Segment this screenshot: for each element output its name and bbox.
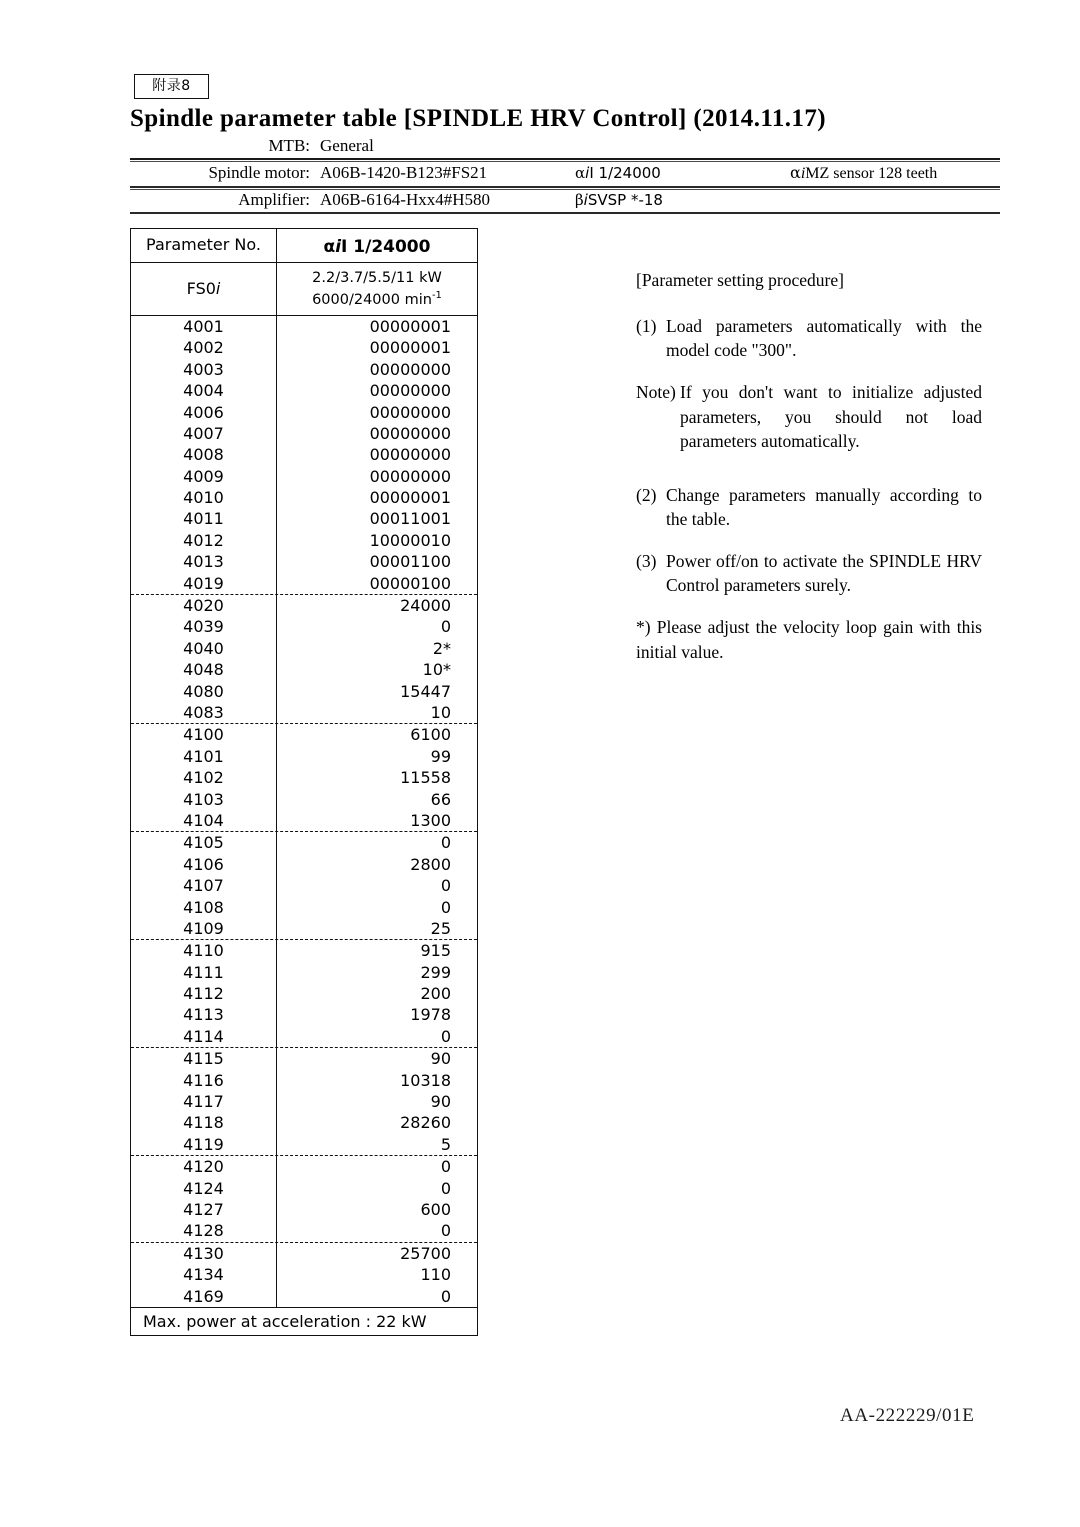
- table-row: [131, 983, 477, 1004]
- parameter-value: 0: [440, 617, 451, 637]
- table-row: [131, 854, 477, 875]
- table-header-row: [131, 229, 477, 263]
- column-header-parameter-no: Parameter No.: [131, 229, 277, 262]
- parameter-value: 5: [440, 1134, 451, 1154]
- parameter-number: 4104: [131, 810, 277, 831]
- parameter-number: 4120: [131, 1156, 277, 1177]
- spindle-motor-row: [130, 163, 1000, 183]
- table-row: [131, 1070, 477, 1091]
- procedure-item-text: Load parameters automatically with the model code "300".: [666, 316, 982, 361]
- parameter-number: 4105: [131, 832, 277, 853]
- table-row: [131, 616, 477, 637]
- table-row: [131, 380, 477, 401]
- table-footnote: Max. power at acceleration : 22 kW: [131, 1307, 477, 1335]
- parameter-number: 4108: [131, 897, 277, 918]
- parameter-setting-procedure: [636, 268, 982, 682]
- parameter-value: 90: [430, 1092, 451, 1112]
- spindle-motor-type-rest: I 1/24000: [589, 164, 661, 182]
- beta-glyph: β: [575, 191, 584, 209]
- table-row: [131, 659, 477, 680]
- table-row: [131, 1004, 477, 1025]
- parameter-number: 4013: [131, 551, 277, 572]
- parameter-number: 4080: [131, 681, 277, 702]
- procedure-spacer: [636, 471, 982, 483]
- procedure-item: [636, 549, 982, 597]
- parameter-number: 4003: [131, 359, 277, 380]
- rating-power: 2.2/3.7/5.5/11 kW: [312, 270, 442, 286]
- parameter-value: 600: [420, 1199, 451, 1219]
- mtb-value: General: [320, 136, 374, 155]
- parameter-table: [130, 228, 478, 1336]
- parameter-number: 4040: [131, 638, 277, 659]
- procedure-item-text: *) Please adjust the velocity loop gain with this initial value.: [636, 617, 982, 662]
- i-glyph: i: [800, 165, 806, 182]
- column-subheader-fs0i: [131, 263, 277, 315]
- parameter-value: 00000000: [369, 402, 451, 422]
- table-row: [131, 1112, 477, 1133]
- parameter-block: [131, 1243, 477, 1307]
- parameter-number: 4124: [131, 1178, 277, 1199]
- parameter-value: 915: [420, 941, 451, 961]
- parameter-value: 10*: [422, 660, 451, 680]
- parameter-number: 4119: [131, 1134, 277, 1155]
- header-rule-top-thin: [130, 161, 1000, 162]
- rating-speed: [277, 289, 477, 310]
- parameter-number: 4114: [131, 1026, 277, 1047]
- table-row: [131, 337, 477, 358]
- parameter-value: 00000001: [369, 488, 451, 508]
- table-row: [131, 1199, 477, 1220]
- parameter-value: 99: [430, 746, 451, 766]
- rating-speed-exponent: -1: [431, 289, 442, 301]
- parameter-number: 4102: [131, 767, 277, 788]
- parameter-number: 4001: [131, 316, 277, 337]
- parameter-value: 00000100: [369, 573, 451, 593]
- parameter-value: 66: [430, 789, 451, 809]
- parameter-value: 15447: [400, 681, 451, 701]
- procedure-item: [636, 615, 982, 663]
- parameter-value: 25: [430, 918, 451, 938]
- table-row: [131, 1048, 477, 1069]
- parameter-value: 00000000: [369, 359, 451, 379]
- parameter-value: 1978: [410, 1005, 451, 1025]
- table-row: [131, 746, 477, 767]
- parameter-value: 28260: [400, 1113, 451, 1133]
- parameter-number: 4115: [131, 1048, 277, 1069]
- table-row: [131, 681, 477, 702]
- table-row: [131, 702, 477, 723]
- table-row: [131, 1156, 477, 1177]
- parameter-block: [131, 595, 477, 724]
- table-row: [131, 767, 477, 788]
- parameter-number: 4107: [131, 875, 277, 896]
- parameter-number: 4106: [131, 854, 277, 875]
- procedure-item-text: Change parameters manually according to the table.: [666, 484, 982, 529]
- parameter-value: 110: [420, 1265, 451, 1285]
- spindle-motor-type: [575, 164, 790, 182]
- table-row: [131, 1134, 477, 1155]
- amplifier-type-rest: SVSP *-18: [587, 191, 663, 209]
- mtb-row: [130, 136, 1000, 156]
- alpha-glyph: α: [790, 163, 801, 182]
- i-glyph: i: [585, 164, 590, 182]
- parameter-block: [131, 316, 477, 595]
- table-row: [131, 1220, 477, 1241]
- table-row: [131, 789, 477, 810]
- table-row: [131, 810, 477, 831]
- parameter-number: 4100: [131, 724, 277, 745]
- amplifier-label: Amplifier:: [238, 190, 310, 209]
- parameter-number: 4134: [131, 1264, 277, 1285]
- parameter-number: 4011: [131, 508, 277, 529]
- table-row: [131, 402, 477, 423]
- parameter-block: [131, 832, 477, 940]
- table-row: [131, 1264, 477, 1285]
- parameter-number: 4110: [131, 940, 277, 961]
- parameter-number: 4009: [131, 466, 277, 487]
- table-row: [131, 530, 477, 551]
- column-subheader-rating: [277, 263, 477, 315]
- procedure-items: [636, 314, 982, 664]
- parameter-number: 4008: [131, 444, 277, 465]
- procedure-item-marker: (2): [636, 484, 657, 505]
- sensor-spec-rest: MZ sensor 128 teeth: [805, 165, 938, 182]
- parameter-block: [131, 724, 477, 832]
- procedure-item-marker: (3): [636, 551, 657, 572]
- i-glyph: i: [583, 191, 588, 209]
- table-row: [131, 551, 477, 572]
- parameter-value: 2*: [432, 638, 451, 658]
- parameter-value: 00000001: [369, 338, 451, 358]
- parameter-table-body: [131, 316, 477, 1307]
- appendix-badge: 附录8: [134, 74, 209, 99]
- parameter-number: 4019: [131, 573, 277, 594]
- parameter-block: [131, 1048, 477, 1156]
- parameter-number: 4128: [131, 1220, 277, 1241]
- parameter-number: 4004: [131, 380, 277, 401]
- parameter-number: 4118: [131, 1112, 277, 1133]
- page-title: Spindle parameter table [SPINDLE HRV Control] (2014.11.17): [130, 105, 826, 132]
- parameter-value: 24000: [400, 596, 451, 616]
- parameter-value: 00000001: [369, 316, 451, 336]
- i-glyph: i: [215, 279, 221, 298]
- table-row: [131, 487, 477, 508]
- procedure-item-marker: (1): [636, 316, 657, 337]
- parameter-value: 00000000: [369, 445, 451, 465]
- parameter-value: 0: [440, 876, 451, 896]
- parameter-value: 0: [440, 1221, 451, 1241]
- document-code: AA-222229/01E: [840, 1405, 975, 1426]
- parameter-value: 299: [420, 962, 451, 982]
- amplifier-type: [575, 191, 790, 209]
- parameter-number: 4007: [131, 423, 277, 444]
- procedure-item-text: If you don't want to initialize adjusted parameters, you should not load parameters automatically.: [680, 382, 982, 451]
- table-row: [131, 832, 477, 853]
- table-row: [131, 1091, 477, 1112]
- parameter-number: 4109: [131, 918, 277, 939]
- alpha-glyph: α: [575, 164, 586, 182]
- parameter-number: 4010: [131, 487, 277, 508]
- table-row: [131, 1243, 477, 1264]
- parameter-number: 4048: [131, 659, 277, 680]
- procedure-item: [636, 380, 982, 452]
- column-header-motor-rest: I 1/24000: [341, 237, 431, 257]
- parameter-number: 4127: [131, 1199, 277, 1220]
- sensor-spec: [790, 163, 937, 183]
- alpha-glyph: α: [323, 237, 336, 257]
- parameter-block: [131, 940, 477, 1048]
- table-row: [131, 508, 477, 529]
- table-row: [131, 444, 477, 465]
- mtb-label: MTB:: [268, 136, 310, 155]
- column-header-motor: [277, 229, 477, 262]
- parameter-value: 00000000: [369, 423, 451, 443]
- table-row: [131, 316, 477, 337]
- table-row: [131, 940, 477, 961]
- table-row: [131, 724, 477, 745]
- parameter-value: 00011001: [369, 509, 451, 529]
- procedure-heading: [Parameter setting procedure]: [636, 270, 844, 290]
- parameter-number: 4002: [131, 337, 277, 358]
- parameter-value: 00000000: [369, 466, 451, 486]
- table-row: [131, 1026, 477, 1047]
- table-row: [131, 359, 477, 380]
- parameter-value: 0: [440, 1157, 451, 1177]
- parameter-number: 4116: [131, 1070, 277, 1091]
- parameter-value: 10000010: [369, 530, 451, 550]
- table-row: [131, 595, 477, 616]
- parameter-number: 4006: [131, 402, 277, 423]
- parameter-value: 0: [440, 1286, 451, 1306]
- table-row: [131, 573, 477, 594]
- parameter-value: 0: [440, 1178, 451, 1198]
- table-row: [131, 962, 477, 983]
- parameter-value: 10318: [400, 1070, 451, 1090]
- i-glyph: i: [335, 237, 342, 257]
- parameter-value: 6100: [410, 725, 451, 745]
- parameter-number: 4130: [131, 1243, 277, 1264]
- parameter-number: 4083: [131, 702, 277, 723]
- procedure-item-text: Power off/on to activate the SPINDLE HRV Control parameters surely.: [666, 551, 982, 596]
- parameter-value: 90: [430, 1049, 451, 1069]
- parameter-value: 200: [420, 984, 451, 1004]
- parameter-number: 4112: [131, 983, 277, 1004]
- parameter-value: 1300: [410, 810, 451, 830]
- parameter-value: 0: [440, 1026, 451, 1046]
- parameter-number: 4169: [131, 1286, 277, 1307]
- header-rule-mid: [130, 186, 1000, 188]
- parameter-value: 11558: [400, 768, 451, 788]
- procedure-item-marker: Note): [636, 382, 676, 403]
- parameter-number: 4111: [131, 962, 277, 983]
- parameter-number: 4012: [131, 530, 277, 551]
- table-row: [131, 638, 477, 659]
- parameter-value: 00001100: [369, 552, 451, 572]
- parameter-value: 0: [440, 897, 451, 917]
- parameter-value: 0: [440, 833, 451, 853]
- parameter-number: 4020: [131, 595, 277, 616]
- table-row: [131, 897, 477, 918]
- parameter-number: 4103: [131, 789, 277, 810]
- parameter-number: 4101: [131, 746, 277, 767]
- table-row: [131, 423, 477, 444]
- table-row: [131, 1178, 477, 1199]
- parameter-value: 10: [430, 702, 451, 722]
- table-row: [131, 875, 477, 896]
- parameter-number: 4039: [131, 616, 277, 637]
- procedure-item: [636, 314, 982, 362]
- amplifier-row: [130, 190, 1000, 210]
- spindle-motor-model: A06B-1420-B123#FS21: [320, 163, 488, 182]
- fs0i-prefix: FS0: [186, 279, 216, 298]
- rating-speed-text: 6000/24000 min: [312, 291, 432, 308]
- spindle-motor-label: Spindle motor:: [208, 163, 310, 182]
- table-row: [131, 918, 477, 939]
- procedure-item: [636, 483, 982, 531]
- header-rule-bottom: [130, 212, 1000, 214]
- parameter-value: 2800: [410, 854, 451, 874]
- parameter-value: 25700: [400, 1243, 451, 1263]
- table-row: [131, 1286, 477, 1307]
- table-row: [131, 466, 477, 487]
- parameter-number: 4117: [131, 1091, 277, 1112]
- table-subheader-row: [131, 263, 477, 316]
- amplifier-model: A06B-6164-Hxx4#H580: [320, 190, 490, 209]
- parameter-number: 4113: [131, 1004, 277, 1025]
- parameter-value: 00000000: [369, 381, 451, 401]
- parameter-block: [131, 1156, 477, 1243]
